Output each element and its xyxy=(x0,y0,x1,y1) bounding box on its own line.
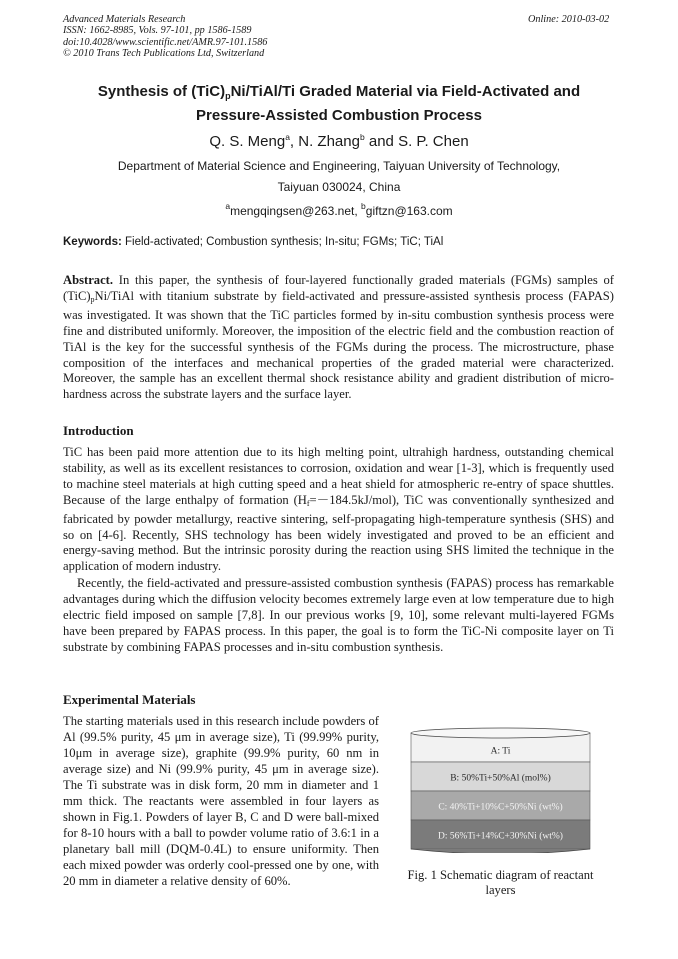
keywords xyxy=(63,236,443,248)
experimental-paragraph: The starting materials used in this research include powders of Al (99.5% purity, 45 μm in average size), Ti (99.99% purity, 10μm in average size), graphite (99.9% purity, 60 nm in average size) and Ni (99.9% purity, 45 μm in average size). The Ti substrate was in disk form, 20 mm in diameter and 1 mm thick. The reactants were assembled in four layers as shown in Fig.1. Powders of layer B, C and D were ball-mixed for 8-10 hours with a ball to powder volume ratio of 3.6:1 in a planetary ball mill (DQM-0.4L) to ensure uniformity. Then each mixed powder was orderly cool-pressed one by one, with 20 mm in diameter a relative density of 60%. xyxy=(63,714,379,888)
affiliation-line2: Taiyuan 030024, China xyxy=(277,180,401,194)
introduction-heading: Introduction xyxy=(63,423,134,438)
title-subscript: p xyxy=(225,91,231,101)
reactant-layers-diagram xyxy=(410,727,591,853)
intro-text: =－184.5kJ/mol), TiC was conventionally synthesized and fabricated by powder metallurgy, reactive sintering, self-propagating high-temperature synthesis (SHS) and so on [4-6]. Recently, SHS technology has been widely investigated and proved to be an efficient and energy-saving method. But the intrinsic porosity during the reaction using SHS limited the technique in the application of modern industry. xyxy=(63,492,614,574)
author-name: and S. P. Chen xyxy=(364,133,469,150)
journal-header xyxy=(63,14,267,60)
abstract-text: Ni/TiAl with titanium substrate by field-activated and pressure-assisted synthesis process (FAPAS) was investigated. It was shown that the TiC particles formed by in-situ combustion synthesis process were fine and distributed uniformly. Moreover, the imposition of the electric field and the combustion reaction of TiAl is the key for the successful synthesis of the FGMs during the process. The microstructure, phase composition of the interfaces and mechanical properties of the graded material were characterized. Moreover, the sample has an excellent thermal shock resistance ability and gradient distribution of micro-hardness across the substrate layers and the surface layer. xyxy=(63,288,614,402)
intro-subscript: f xyxy=(306,498,310,508)
author-name: , N. Zhang xyxy=(289,133,360,150)
abstract-label: Abstract. xyxy=(63,273,114,287)
paper-title xyxy=(40,82,638,125)
diagram-bottom-edge xyxy=(411,849,590,853)
experimental-heading: Experimental Materials xyxy=(63,692,196,707)
layer-label: B: 50%Ti+50%Al (mol%) xyxy=(450,773,551,784)
keywords-label: Keywords: xyxy=(63,236,122,248)
diagram-top-face xyxy=(411,728,590,738)
layer-label: A: Ti xyxy=(490,746,511,757)
title-part: Synthesis of (TiC) xyxy=(97,83,226,100)
online-date: Online: 2010-03-02 xyxy=(528,14,610,25)
email-link[interactable]: giftzn@163.com xyxy=(365,204,453,218)
abstract-text: In this paper, the synthesis of four-layered functionally graded materials (FGMs) samples of (TiC) xyxy=(63,273,614,303)
copyright-line: © 2010 Trans Tech Publications Ltd, Switzerland xyxy=(63,48,265,60)
layer-label: D: 56%Ti+14%C+30%Ni (wt%) xyxy=(438,831,563,842)
affiliation-marker: a xyxy=(225,201,231,211)
figure-caption: Fig. 1 Schematic diagram of reactant layers xyxy=(407,868,594,897)
title-part: Ni/TiAl/Ti Graded Material via Field-Activated and xyxy=(230,83,581,100)
issn-line: ISSN: 1662-8985, Vols. 97-101, pp 1586-1589 xyxy=(63,25,252,37)
affiliation-line1: Department of Material Science and Engineering, Taiyuan University of Technology, xyxy=(117,159,561,173)
author-list xyxy=(40,132,638,150)
journal-name: Advanced Materials Research xyxy=(63,14,186,25)
doi-line: doi:10.4028/www.scientific.net/AMR.97-101.1586 xyxy=(63,36,268,48)
introduction-paragraph-1 xyxy=(63,445,614,575)
affiliation-marker: b xyxy=(359,132,365,142)
email-link[interactable]: mengqingsen@263.net, xyxy=(230,204,362,218)
author-name: Q. S. Meng xyxy=(209,133,286,150)
introduction-paragraph-2: Recently, the field-activated and pressure-assisted combustion synthesis (FAPAS) process has remarkable advantages during which the diffusion velocity becomes extremely large even at low temperature due to high electric field imposed on sample [7,8]. In our previous works [9, 10], some relevant multi-layered FGMs have been prepared by FAPAS process. In this paper, the goal is to form the TiC-Ni composite layer on Ti substrate by combining FAPAS processes and in-situ combustion synthesis. xyxy=(63,576,614,654)
author-emails xyxy=(40,201,638,218)
keywords-text: Field-activated; Combustion synthesis; In-situ; FGMs; TiC; TiAl xyxy=(121,236,444,248)
layer-label: C: 40%Ti+10%C+50%Ni (wt%) xyxy=(438,802,563,813)
intro-text: TiC has been paid more attention due to its high melting point, ultrahigh hardness, outstanding chemical stability, as well as its excellent resistances to corrosion, oxidation and wear [1-3], which is frequently used to machine steel materials at high cutting speed and a heat shield for atmospheric re-entry of space shuttles. Because of the large enthalpy of formation (H xyxy=(63,445,614,507)
title-line2: Pressure-Assisted Combustion Process xyxy=(196,107,482,124)
abstract-subscript: p xyxy=(90,294,95,304)
abstract-paragraph xyxy=(63,273,614,403)
affiliation-marker: a xyxy=(285,132,290,142)
affiliation-marker: b xyxy=(361,201,366,211)
